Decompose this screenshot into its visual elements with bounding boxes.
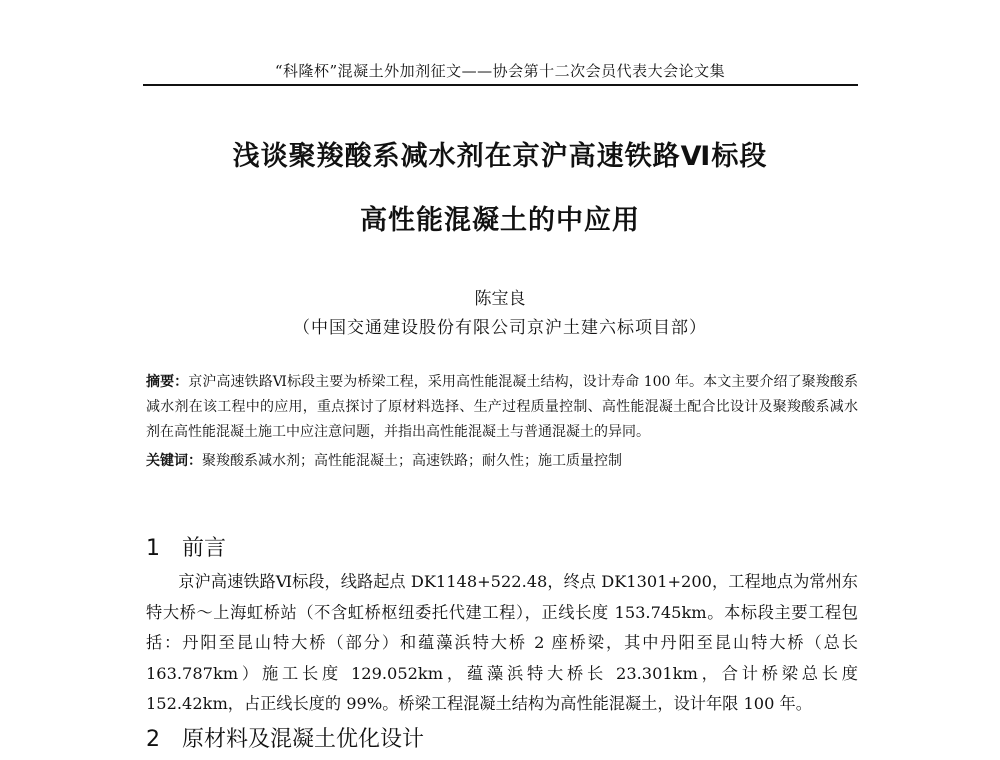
- paper-title-line-2: 高性能混凝土的中应用: [360, 205, 640, 236]
- keywords-text: 聚羧酸系减水剂；高性能混凝土；高速铁路；耐久性；施工质量控制: [202, 453, 622, 469]
- section-heading-2: [146, 722, 424, 753]
- author-affiliation: （中国交通建设股份有限公司京沪土建六标项目部）: [293, 318, 707, 338]
- section-title: 前言: [182, 536, 227, 561]
- running-header: “科隆杯”混凝土外加剂征文——协会第十二次会员代表大会论文集: [274, 62, 726, 80]
- section-number: 2: [146, 727, 160, 752]
- keywords-label: 关键词：: [146, 453, 202, 469]
- author-name: 陈宝良: [474, 289, 526, 309]
- section-heading-1: [146, 531, 226, 562]
- section-1-paragraph: 京沪高速铁路Ⅵ标段，线路起点 DK1148+522.48，终点 DK1301+200，工程地点为常州东特大桥～上海虹桥站（不含虹桥枢纽委托代建工程），正线长度 153.745km。本标段主要工程包括：丹阳至昆山特大桥（部分）和蕴藻浜特大桥 2 座桥梁，其中丹阳至昆山特大桥（总长 163.787km）施工长度 129.052km，蕴藻浜特大桥长 23.301km，合计桥梁总长度 152.42km，占正线长度的 99%。桥梁工程混凝土结构为高性能混凝土，设计年限 100 年。: [146, 572, 858, 713]
- header-rule: [143, 84, 858, 86]
- abstract-label: 摘要：: [146, 374, 189, 390]
- paper-title-line-1: 浅谈聚羧酸系减水剂在京沪高速铁路Ⅵ标段: [232, 141, 768, 172]
- section-number: 1: [146, 536, 160, 561]
- keywords: [146, 449, 858, 474]
- abstract: [146, 370, 858, 445]
- section-title: 原材料及混凝土优化设计: [182, 727, 425, 752]
- abstract-text: 京沪高速铁路Ⅵ标段主要为桥梁工程，采用高性能混凝土结构，设计寿命 100 年。本文主要介绍了聚羧酸系减水剂在该工程中的应用，重点探讨了原材料选择、生产过程质量控制、高性能混凝土配合比设计及聚羧酸系减水剂在高性能混凝土施工中应注意问题，并指出高性能混凝土与普通混凝土的异同。: [146, 374, 859, 440]
